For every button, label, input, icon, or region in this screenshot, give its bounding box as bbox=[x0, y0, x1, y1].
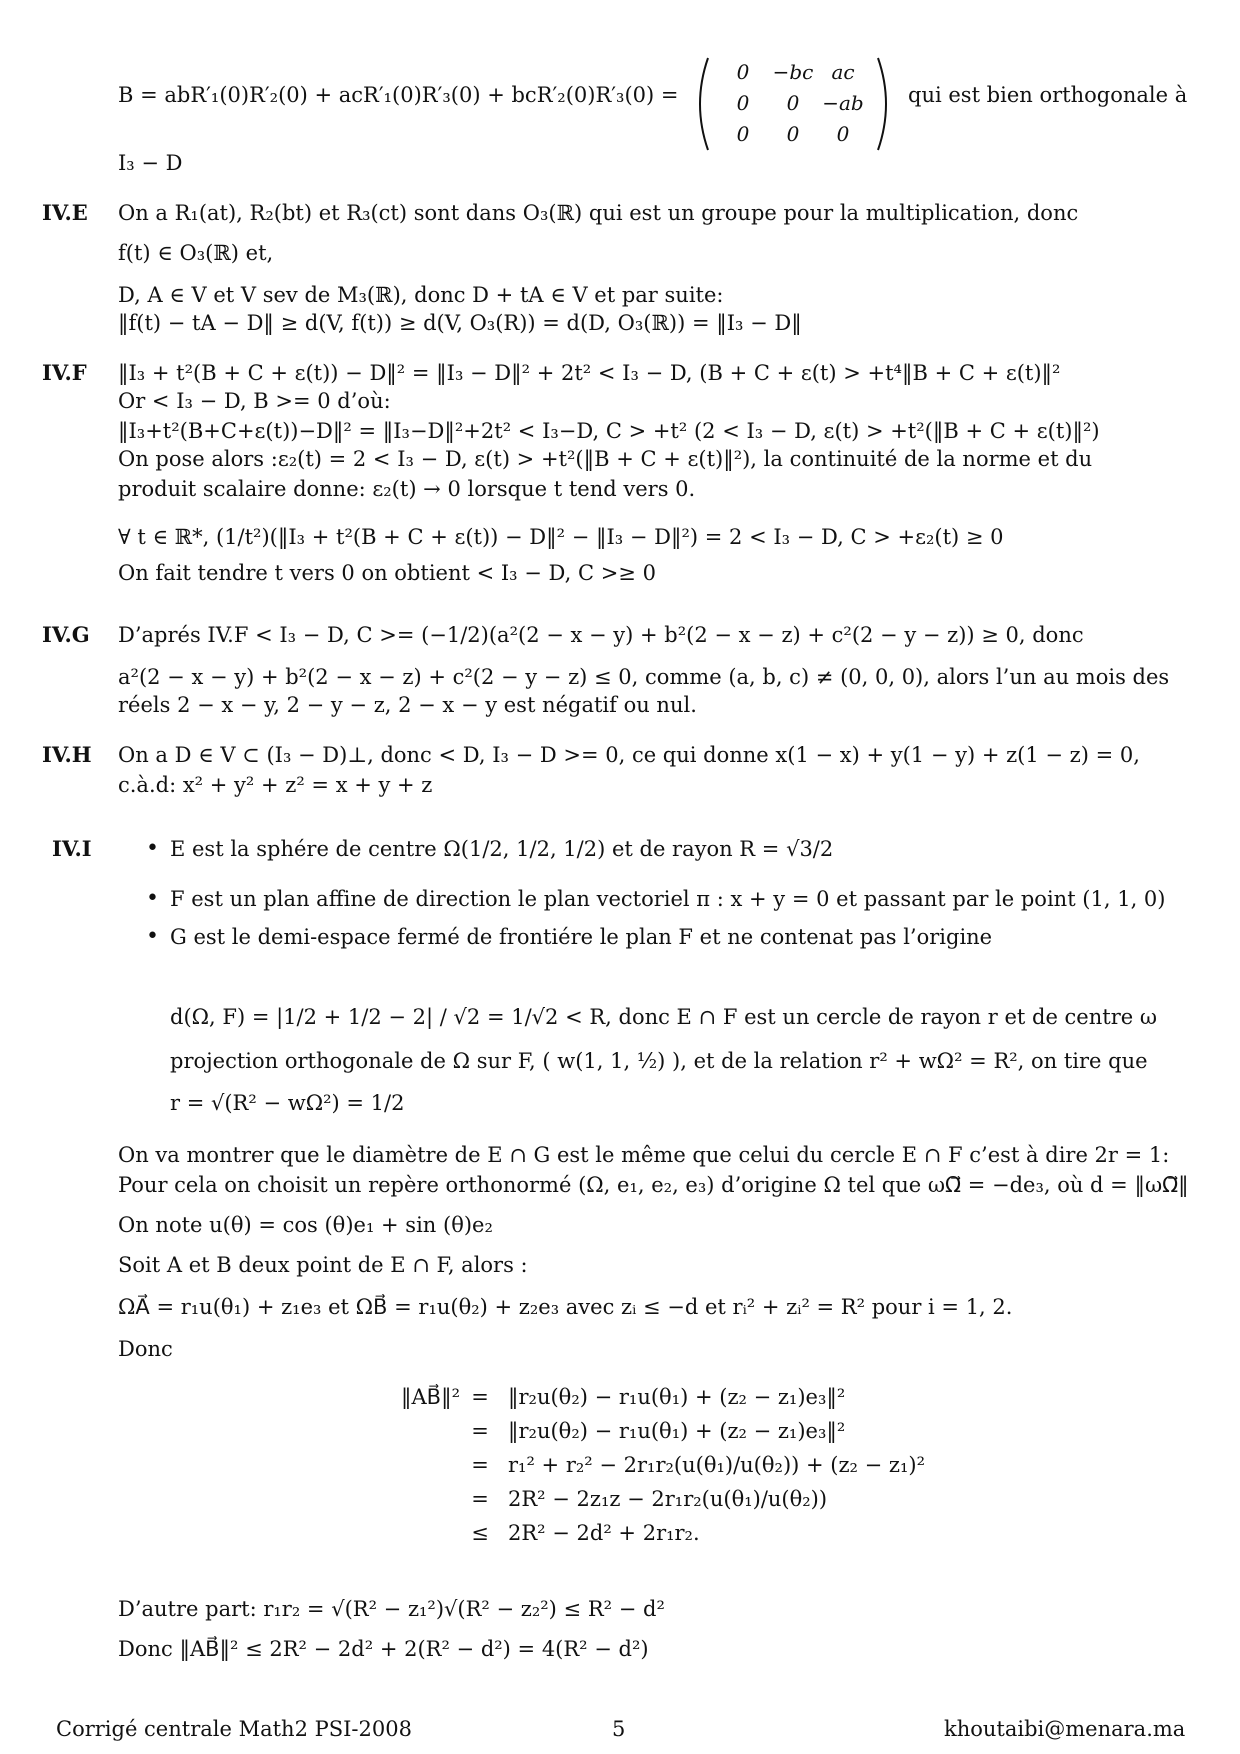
matrix-cell: 0 bbox=[786, 91, 800, 115]
equation-relation: = bbox=[471, 1385, 489, 1409]
text-line: projection orthogonale de Ω sur F, ( w(1, 1, ½) ), et de la relation r² + wΩ² = R², on tire que bbox=[170, 1049, 1148, 1073]
text-line: ‖f(t) − tA − D‖ ≥ d(V, f(t)) ≥ d(V, O₃(R)) = d(D, O₃(ℝ)) = ‖I₃ − D‖ bbox=[118, 311, 802, 335]
equation-rhs: ‖r₂u(θ₂) − r₁u(θ₁) + (z₂ − z₁)e₃‖² bbox=[508, 1419, 846, 1443]
text-line: ΩA⃗ = r₁u(θ₁) + z₁e₃ et ΩB⃗ = r₁u(θ₂) + z₂e₃ avec zᵢ ≤ −d et rᵢ² + zᵢ² = R² pour i = 1, 2. bbox=[118, 1295, 1013, 1319]
equation-b-line: B = abR′₁(0)R′₂(0) + acR′₁(0)R′₃(0) + bcR′₂(0)R′₃(0) = bbox=[118, 83, 679, 107]
text-line: ‖I₃ + t²(B + C + ε(t)) − D‖² = ‖I₃ − D‖² + 2t² < I₃ − D, (B + C + ε(t) > +t⁴‖B + C + ε(t)‖² bbox=[118, 361, 1061, 385]
text-line: réels 2 − x − y, 2 − y − z, 2 − x − y est négatif ou nul. bbox=[118, 693, 697, 717]
equation-relation: = bbox=[471, 1419, 489, 1443]
text-line: produit scalaire donne: ε₂(t) → 0 lorsque t tend vers 0. bbox=[118, 477, 696, 501]
matrix-cell: 0 bbox=[736, 60, 750, 84]
text-line: D, A ∈ V et V sev de M₃(ℝ), donc D + tA ∈ V et par suite: bbox=[118, 283, 724, 307]
section-label-ivg: IV.G bbox=[42, 622, 90, 647]
equation-relation: ≤ bbox=[471, 1521, 489, 1545]
page-number: 5 bbox=[612, 1717, 626, 1741]
text-line: On pose alors :ε₂(t) = 2 < I₃ − D, ε(t) > +t²(‖B + C + ε(t)‖²), la continuité de la norme et du bbox=[118, 447, 1093, 471]
bullet-icon: • bbox=[146, 924, 159, 949]
equation-relation: = bbox=[471, 1487, 489, 1511]
text-line: D’autre part: r₁r₂ = √(R² − z₁²)√(R² − z₂²) ≤ R² − d² bbox=[118, 1597, 665, 1621]
text-line: c.à.d: x² + y² + z² = x + y + z bbox=[118, 773, 433, 797]
matrix-cell: 0 bbox=[736, 122, 750, 146]
equation-rhs: 2R² − 2d² + 2r₁r₂. bbox=[508, 1521, 700, 1545]
equation-b-tail: qui est bien orthogonale à bbox=[908, 83, 1188, 107]
text-line: Pour cela on choisit un repère orthonormé (Ω, e₁, e₂, e₃) d’origine Ω tel que ωΩ⃗ = −de₃, où d = ‖ωΩ⃗‖ bbox=[118, 1173, 1189, 1197]
footer-email: khoutaibi@menara.ma bbox=[944, 1717, 1186, 1741]
matrix-row bbox=[718, 91, 868, 115]
text-line: On note u(θ) = cos (θ)e₁ + sin (θ)e₂ bbox=[118, 1213, 493, 1237]
text-line: On fait tendre t vers 0 on obtient < I₃ − D, C >≥ 0 bbox=[118, 561, 656, 585]
text-line: Or < I₃ − D, B >= 0 d’où: bbox=[118, 389, 391, 413]
bullet-icon: • bbox=[146, 886, 159, 911]
text-line: F est un plan affine de direction le plan vectoriel π : x + y = 0 et passant par le point (1, 1, 0) bbox=[170, 887, 1166, 911]
section-label-ivi: IV.I bbox=[52, 836, 92, 861]
bullet-icon: • bbox=[146, 836, 159, 861]
text-line: G est le demi-espace fermé de frontiére le plan F et ne contenat pas l’origine bbox=[170, 925, 993, 949]
matrix-cell: 0 bbox=[736, 91, 750, 115]
footer-left: Corrigé centrale Math2 PSI-2008 bbox=[56, 1717, 412, 1741]
section-label-ivf: IV.F bbox=[42, 360, 87, 385]
text-line: ‖I₃+t²(B+C+ε(t))−D‖² = ‖I₃−D‖²+2t² < I₃−D, C > +t² (2 < I₃ − D, ε(t) > +t²(‖B + C + ε(t)‖²) bbox=[118, 419, 1100, 443]
text-line: f(t) ∈ O₃(ℝ) et, bbox=[118, 241, 274, 265]
text-line: Donc bbox=[118, 1337, 173, 1361]
text-line: r = √(R² − wΩ²) = 1/2 bbox=[170, 1091, 405, 1115]
matrix-cell: −bc bbox=[772, 60, 814, 84]
text-line: E est la sphére de centre Ω(1/2, 1/2, 1/2) et de rayon R = √3/2 bbox=[170, 837, 834, 861]
equation-relation: = bbox=[471, 1453, 489, 1477]
matrix-row bbox=[718, 122, 868, 146]
section-label-ive: IV.E bbox=[42, 200, 88, 225]
matrix-cell: 0 bbox=[836, 122, 850, 146]
text-line: Donc ‖AB⃗‖² ≤ 2R² − 2d² + 2(R² − d²) = 4(R² − d²) bbox=[118, 1637, 649, 1661]
text-line: On va montrer que le diamètre de E ∩ G est le même que celui du cercle E ∩ F c’est à dire 2r = 1: bbox=[118, 1143, 1170, 1167]
matrix-row bbox=[718, 60, 868, 84]
equation-lhs: ‖AB⃗‖² bbox=[401, 1385, 460, 1409]
matrix-cell: 0 bbox=[786, 122, 800, 146]
text-line: Soit A et B deux point de E ∩ F, alors : bbox=[118, 1253, 528, 1277]
matrix-b bbox=[688, 54, 898, 154]
equation-rhs: 2R² − 2z₁z − 2r₁r₂(u(θ₁)/u(θ₂)) bbox=[508, 1487, 828, 1511]
matrix-cell: −ab bbox=[822, 91, 864, 115]
matrix-cell: ac bbox=[831, 60, 855, 84]
text-line: d(Ω, F) = |1/2 + 1/2 − 2| / √2 = 1/√2 < R, donc E ∩ F est un cercle de rayon r et de centre ω bbox=[170, 1005, 1157, 1029]
text-line: ∀ t ∈ ℝ*, (1/t²)(‖I₃ + t²(B + C + ε(t)) − D‖² − ‖I₃ − D‖²) = 2 < I₃ − D, C > +ε₂(t) ≥ 0 bbox=[118, 525, 1004, 549]
text-line: On a R₁(at), R₂(bt) et R₃(ct) sont dans O₃(ℝ) qui est un groupe pour la multiplication, donc bbox=[118, 201, 1079, 225]
equation-i3d: I₃ − D bbox=[118, 151, 183, 175]
equation-rhs: ‖r₂u(θ₂) − r₁u(θ₁) + (z₂ − z₁)e₃‖² bbox=[508, 1385, 846, 1409]
text-line: On a D ∈ V ⊂ (I₃ − D)⊥, donc < D, I₃ − D >= 0, ce qui donne x(1 − x) + y(1 − y) + z(1 − z) = 0, bbox=[118, 743, 1140, 767]
section-label-ivh: IV.H bbox=[42, 742, 92, 767]
equation-rhs: r₁² + r₂² − 2r₁r₂(u(θ₁)/u(θ₂)) + (z₂ − z₁)² bbox=[508, 1453, 925, 1477]
text-line: D’aprés IV.F < I₃ − D, C >= (−1/2)(a²(2 − x − y) + b²(2 − x − z) + c²(2 − y − z)) ≥ 0, donc bbox=[118, 623, 1084, 647]
text-line: a²(2 − x − y) + b²(2 − x − z) + c²(2 − y − z) ≤ 0, comme (a, b, c) ≠ (0, 0, 0), alors l’un au mois des bbox=[118, 665, 1170, 689]
